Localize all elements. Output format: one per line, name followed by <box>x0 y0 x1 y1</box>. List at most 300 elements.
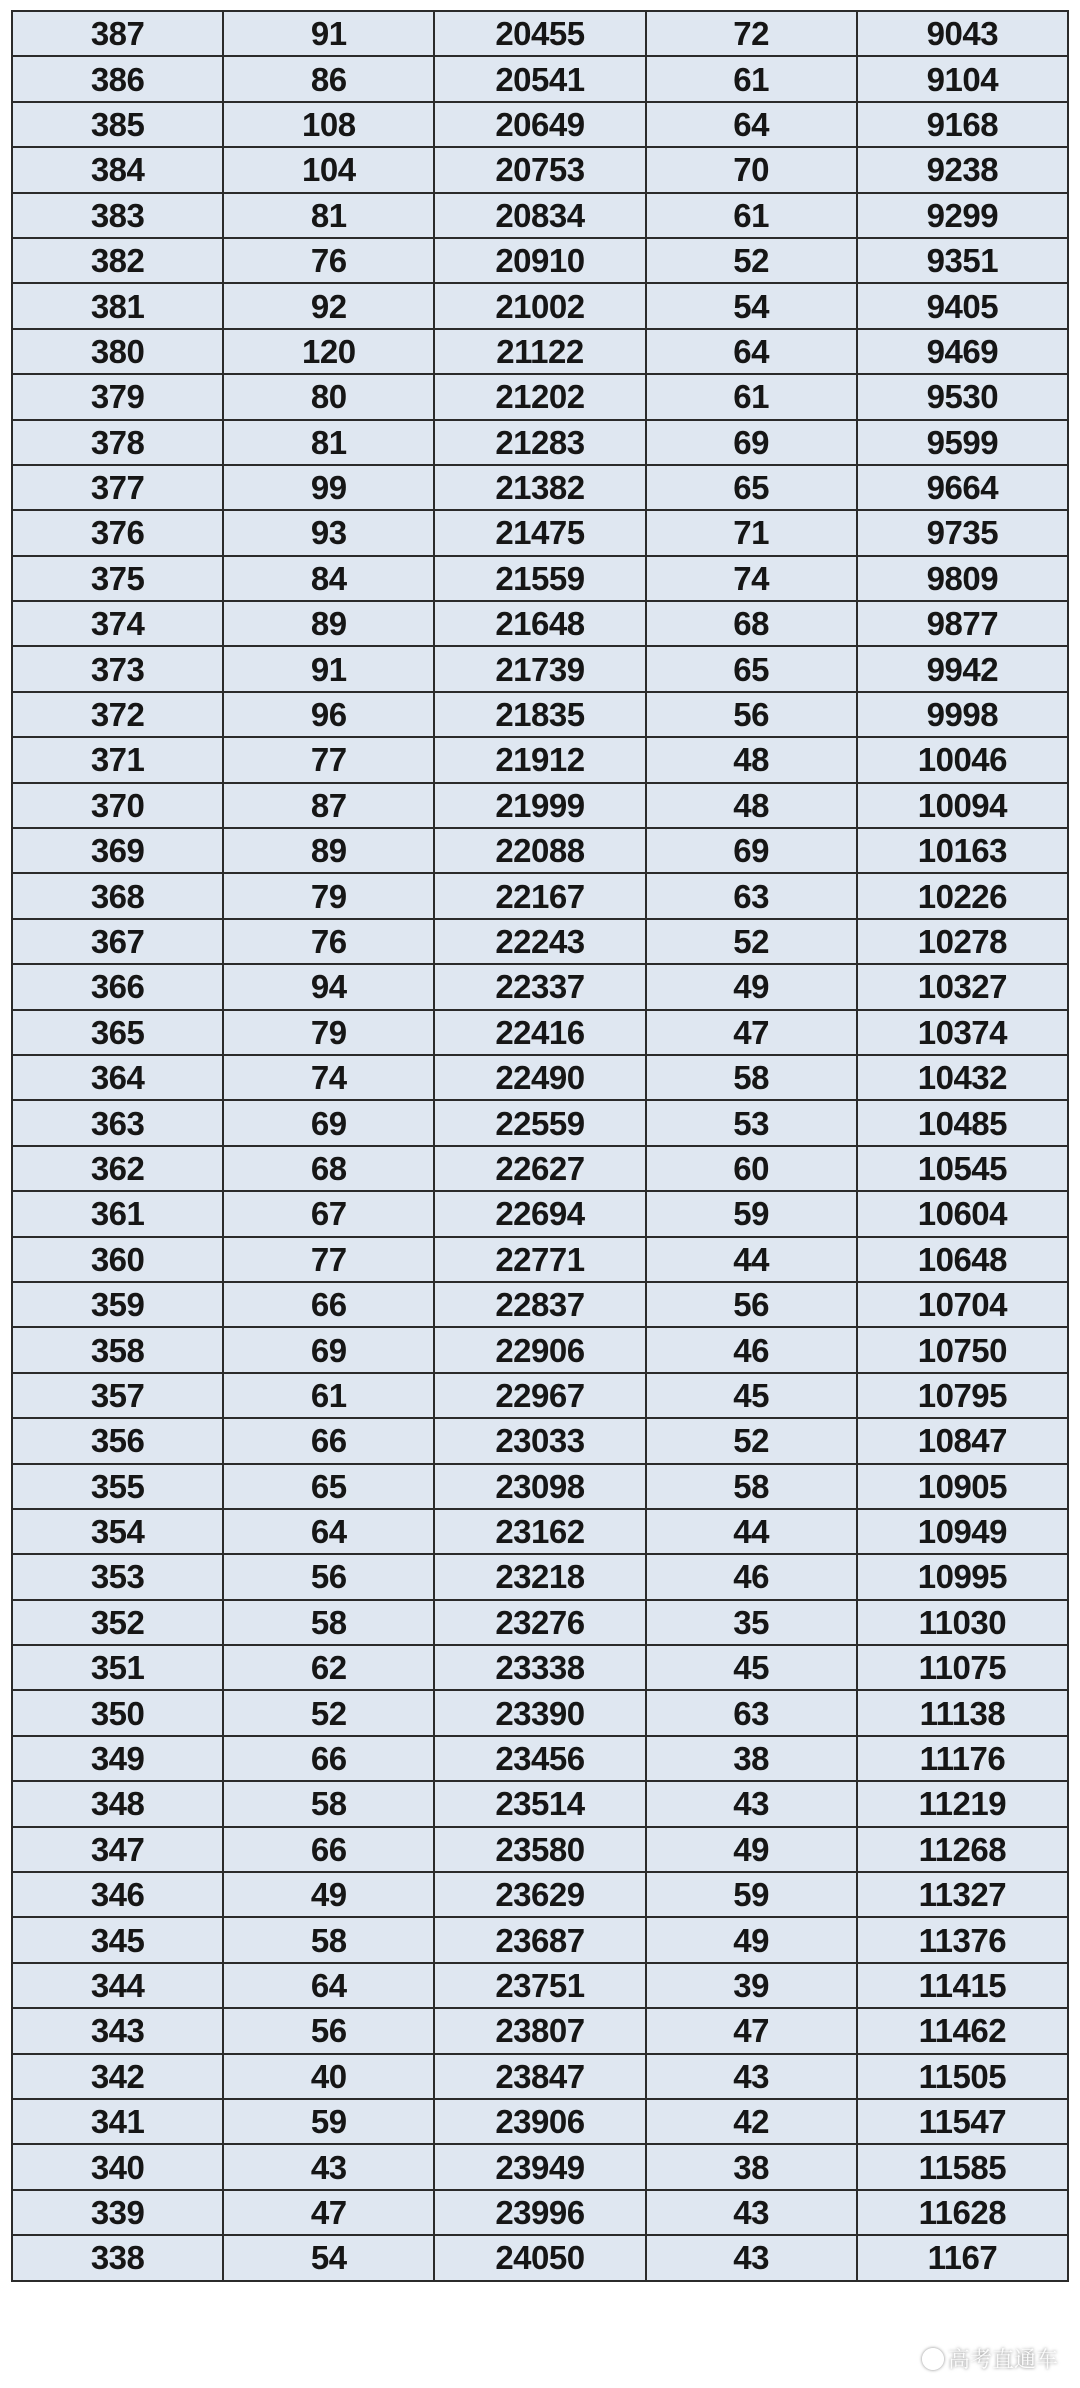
table-cell: 56 <box>646 1282 857 1327</box>
table-cell: 9405 <box>857 283 1068 328</box>
table-cell: 59 <box>223 2099 434 2144</box>
table-cell: 52 <box>646 238 857 283</box>
table-row <box>12 1464 1068 1509</box>
table-cell: 11268 <box>857 1827 1068 1872</box>
table-row <box>12 147 1068 192</box>
table-cell: 10163 <box>857 828 1068 873</box>
table-cell: 9877 <box>857 601 1068 646</box>
table-cell: 52 <box>223 1690 434 1735</box>
table-cell: 21283 <box>434 420 645 465</box>
table-cell: 365 <box>12 1010 223 1055</box>
table-cell: 40 <box>223 2054 434 2099</box>
table-cell: 10847 <box>857 1418 1068 1463</box>
table-cell: 342 <box>12 2054 223 2099</box>
table-cell: 91 <box>223 646 434 691</box>
table-cell: 58 <box>223 1781 434 1826</box>
table-cell: 23751 <box>434 1963 645 2008</box>
table-cell: 56 <box>646 692 857 737</box>
table-cell: 23514 <box>434 1781 645 1826</box>
table-cell: 371 <box>12 737 223 782</box>
table-cell: 79 <box>223 1010 434 1055</box>
table-row <box>12 601 1068 646</box>
table-row <box>12 2054 1068 2099</box>
table-cell: 11505 <box>857 2054 1068 2099</box>
table-cell: 372 <box>12 692 223 737</box>
table-cell: 338 <box>12 2235 223 2280</box>
table-cell: 99 <box>223 465 434 510</box>
table-cell: 10648 <box>857 1237 1068 1282</box>
table-cell: 356 <box>12 1418 223 1463</box>
table-cell: 23338 <box>434 1645 645 1690</box>
score-table-body <box>12 11 1068 2281</box>
table-cell: 22559 <box>434 1100 645 1145</box>
table-cell: 23996 <box>434 2190 645 2235</box>
table-cell: 9664 <box>857 465 1068 510</box>
table-cell: 43 <box>646 2054 857 2099</box>
table-cell: 74 <box>223 1055 434 1100</box>
table-cell: 23098 <box>434 1464 645 1509</box>
table-cell: 21835 <box>434 692 645 737</box>
table-cell: 374 <box>12 601 223 646</box>
table-row <box>12 465 1068 510</box>
table-cell: 23629 <box>434 1872 645 1917</box>
table-cell: 24050 <box>434 2235 645 2280</box>
table-cell: 9942 <box>857 646 1068 691</box>
table-cell: 79 <box>223 873 434 918</box>
table-cell: 380 <box>12 329 223 374</box>
table-row <box>12 692 1068 737</box>
table-cell: 58 <box>646 1464 857 1509</box>
table-row <box>12 193 1068 238</box>
table-cell: 21559 <box>434 556 645 601</box>
table-cell: 49 <box>223 1872 434 1917</box>
table-cell: 43 <box>223 2144 434 2189</box>
table-cell: 23162 <box>434 1509 645 1554</box>
table-cell: 66 <box>223 1282 434 1327</box>
table-cell: 9998 <box>857 692 1068 737</box>
table-cell: 81 <box>223 193 434 238</box>
table-cell: 10905 <box>857 1464 1068 1509</box>
table-row <box>12 2235 1068 2280</box>
table-cell: 76 <box>223 919 434 964</box>
table-cell: 10949 <box>857 1509 1068 1554</box>
table-cell: 49 <box>646 1917 857 1962</box>
table-cell: 9104 <box>857 56 1068 101</box>
table-cell: 72 <box>646 11 857 56</box>
table-cell: 9599 <box>857 420 1068 465</box>
table-cell: 10374 <box>857 1010 1068 1055</box>
table-cell: 61 <box>646 193 857 238</box>
table-cell: 23906 <box>434 2099 645 2144</box>
table-cell: 61 <box>646 374 857 419</box>
table-row <box>12 1781 1068 1826</box>
table-cell: 344 <box>12 1963 223 2008</box>
table-cell: 64 <box>646 102 857 147</box>
table-cell: 63 <box>646 873 857 918</box>
table-cell: 49 <box>646 964 857 1009</box>
table-row <box>12 646 1068 691</box>
table-cell: 22694 <box>434 1191 645 1236</box>
table-cell: 384 <box>12 147 223 192</box>
table-cell: 10995 <box>857 1554 1068 1599</box>
table-cell: 351 <box>12 1645 223 1690</box>
table-cell: 22627 <box>434 1146 645 1191</box>
table-cell: 23687 <box>434 1917 645 1962</box>
table-cell: 66 <box>223 1827 434 1872</box>
table-cell: 353 <box>12 1554 223 1599</box>
table-row <box>12 1736 1068 1781</box>
table-cell: 89 <box>223 828 434 873</box>
table-row <box>12 2099 1068 2144</box>
table-cell: 369 <box>12 828 223 873</box>
table-cell: 64 <box>646 329 857 374</box>
table-cell: 87 <box>223 783 434 828</box>
table-cell: 60 <box>646 1146 857 1191</box>
table-cell: 84 <box>223 556 434 601</box>
table-cell: 9238 <box>857 147 1068 192</box>
table-cell: 11628 <box>857 2190 1068 2235</box>
table-cell: 38 <box>646 1736 857 1781</box>
table-row <box>12 1010 1068 1055</box>
table-cell: 77 <box>223 1237 434 1282</box>
table-cell: 10226 <box>857 873 1068 918</box>
table-cell: 9168 <box>857 102 1068 147</box>
table-cell: 23033 <box>434 1418 645 1463</box>
table-row <box>12 737 1068 782</box>
table-cell: 348 <box>12 1781 223 1826</box>
table-cell: 1167 <box>857 2235 1068 2280</box>
table-cell: 349 <box>12 1736 223 1781</box>
table-cell: 69 <box>646 420 857 465</box>
table-cell: 357 <box>12 1373 223 1418</box>
table-row <box>12 1690 1068 1735</box>
table-cell: 10046 <box>857 737 1068 782</box>
watermark <box>922 2343 1058 2374</box>
table-cell: 359 <box>12 1282 223 1327</box>
table-cell: 48 <box>646 783 857 828</box>
table-cell: 10327 <box>857 964 1068 1009</box>
table-cell: 47 <box>646 2008 857 2053</box>
table-cell: 46 <box>646 1554 857 1599</box>
table-cell: 61 <box>646 56 857 101</box>
table-row <box>12 1191 1068 1236</box>
score-table-container <box>11 10 1069 2282</box>
table-cell: 52 <box>646 919 857 964</box>
table-row <box>12 102 1068 147</box>
table-cell: 362 <box>12 1146 223 1191</box>
table-cell: 20455 <box>434 11 645 56</box>
table-cell: 108 <box>223 102 434 147</box>
table-row <box>12 1963 1068 2008</box>
table-cell: 377 <box>12 465 223 510</box>
table-cell: 9735 <box>857 510 1068 555</box>
table-cell: 69 <box>223 1100 434 1145</box>
table-cell: 10278 <box>857 919 1068 964</box>
table-cell: 47 <box>223 2190 434 2235</box>
table-cell: 387 <box>12 11 223 56</box>
table-row <box>12 1600 1068 1645</box>
table-cell: 69 <box>223 1327 434 1372</box>
table-row <box>12 1917 1068 1962</box>
table-cell: 22167 <box>434 873 645 918</box>
table-cell: 22906 <box>434 1327 645 1372</box>
table-cell: 120 <box>223 329 434 374</box>
table-row <box>12 1146 1068 1191</box>
table-cell: 94 <box>223 964 434 1009</box>
table-cell: 10432 <box>857 1055 1068 1100</box>
table-cell: 368 <box>12 873 223 918</box>
table-row <box>12 1237 1068 1282</box>
table-cell: 11030 <box>857 1600 1068 1645</box>
table-cell: 10604 <box>857 1191 1068 1236</box>
table-cell: 23456 <box>434 1736 645 1781</box>
table-cell: 9469 <box>857 329 1068 374</box>
table-cell: 66 <box>223 1736 434 1781</box>
table-cell: 20910 <box>434 238 645 283</box>
table-cell: 21648 <box>434 601 645 646</box>
table-cell: 382 <box>12 238 223 283</box>
table-cell: 11327 <box>857 1872 1068 1917</box>
table-row <box>12 2190 1068 2235</box>
table-cell: 22243 <box>434 919 645 964</box>
table-cell: 45 <box>646 1645 857 1690</box>
table-row <box>12 919 1068 964</box>
table-cell: 370 <box>12 783 223 828</box>
table-row <box>12 420 1068 465</box>
table-cell: 10545 <box>857 1146 1068 1191</box>
table-cell: 345 <box>12 1917 223 1962</box>
table-cell: 21999 <box>434 783 645 828</box>
table-row <box>12 873 1068 918</box>
table-cell: 21739 <box>434 646 645 691</box>
table-cell: 375 <box>12 556 223 601</box>
table-cell: 64 <box>223 1509 434 1554</box>
table-cell: 39 <box>646 1963 857 2008</box>
table-cell: 48 <box>646 737 857 782</box>
table-cell: 11138 <box>857 1690 1068 1735</box>
table-cell: 381 <box>12 283 223 328</box>
table-cell: 341 <box>12 2099 223 2144</box>
table-cell: 343 <box>12 2008 223 2053</box>
table-cell: 361 <box>12 1191 223 1236</box>
table-cell: 358 <box>12 1327 223 1372</box>
table-cell: 44 <box>646 1237 857 1282</box>
table-row <box>12 11 1068 56</box>
table-cell: 11075 <box>857 1645 1068 1690</box>
table-cell: 10750 <box>857 1327 1068 1372</box>
table-row <box>12 1509 1068 1554</box>
table-cell: 96 <box>223 692 434 737</box>
table-cell: 68 <box>646 601 857 646</box>
table-cell: 21382 <box>434 465 645 510</box>
table-cell: 352 <box>12 1600 223 1645</box>
table-cell: 64 <box>223 1963 434 2008</box>
table-cell: 56 <box>223 1554 434 1599</box>
table-row <box>12 964 1068 1009</box>
table-cell: 9351 <box>857 238 1068 283</box>
table-cell: 59 <box>646 1191 857 1236</box>
table-cell: 386 <box>12 56 223 101</box>
table-cell: 65 <box>646 465 857 510</box>
table-cell: 9299 <box>857 193 1068 238</box>
table-cell: 89 <box>223 601 434 646</box>
table-cell: 58 <box>223 1600 434 1645</box>
table-row <box>12 1100 1068 1145</box>
table-cell: 11462 <box>857 2008 1068 2053</box>
table-cell: 11585 <box>857 2144 1068 2189</box>
table-cell: 59 <box>646 1872 857 1917</box>
table-cell: 65 <box>223 1464 434 1509</box>
table-cell: 43 <box>646 2190 857 2235</box>
table-cell: 23390 <box>434 1690 645 1735</box>
table-cell: 11176 <box>857 1736 1068 1781</box>
table-row <box>12 1827 1068 1872</box>
table-cell: 360 <box>12 1237 223 1282</box>
table-cell: 91 <box>223 11 434 56</box>
table-cell: 20649 <box>434 102 645 147</box>
table-cell: 86 <box>223 56 434 101</box>
table-cell: 385 <box>12 102 223 147</box>
table-row <box>12 2008 1068 2053</box>
table-cell: 66 <box>223 1418 434 1463</box>
table-cell: 22416 <box>434 1010 645 1055</box>
table-row <box>12 1554 1068 1599</box>
table-cell: 21002 <box>434 283 645 328</box>
table-cell: 49 <box>646 1827 857 1872</box>
table-cell: 45 <box>646 1373 857 1418</box>
table-cell: 71 <box>646 510 857 555</box>
table-cell: 11219 <box>857 1781 1068 1826</box>
table-cell: 347 <box>12 1827 223 1872</box>
table-cell: 378 <box>12 420 223 465</box>
table-cell: 65 <box>646 646 857 691</box>
table-cell: 11415 <box>857 1963 1068 2008</box>
table-cell: 9809 <box>857 556 1068 601</box>
table-cell: 364 <box>12 1055 223 1100</box>
table-cell: 339 <box>12 2190 223 2235</box>
table-cell: 53 <box>646 1100 857 1145</box>
table-cell: 80 <box>223 374 434 419</box>
table-cell: 23580 <box>434 1827 645 1872</box>
table-cell: 20541 <box>434 56 645 101</box>
table-cell: 354 <box>12 1509 223 1554</box>
table-cell: 104 <box>223 147 434 192</box>
table-cell: 38 <box>646 2144 857 2189</box>
table-cell: 21912 <box>434 737 645 782</box>
table-cell: 58 <box>646 1055 857 1100</box>
table-cell: 21202 <box>434 374 645 419</box>
circle-logo-icon <box>922 2348 944 2370</box>
table-cell: 22771 <box>434 1237 645 1282</box>
table-cell: 11547 <box>857 2099 1068 2144</box>
table-row <box>12 1373 1068 1418</box>
table-cell: 52 <box>646 1418 857 1463</box>
table-cell: 22837 <box>434 1282 645 1327</box>
table-cell: 363 <box>12 1100 223 1145</box>
table-cell: 22967 <box>434 1373 645 1418</box>
table-cell: 58 <box>223 1917 434 1962</box>
table-cell: 21122 <box>434 329 645 374</box>
table-cell: 81 <box>223 420 434 465</box>
table-cell: 68 <box>223 1146 434 1191</box>
table-cell: 61 <box>223 1373 434 1418</box>
table-cell: 70 <box>646 147 857 192</box>
table-cell: 43 <box>646 2235 857 2280</box>
table-cell: 20753 <box>434 147 645 192</box>
table-row <box>12 1327 1068 1372</box>
table-cell: 54 <box>646 283 857 328</box>
table-cell: 54 <box>223 2235 434 2280</box>
table-row <box>12 1872 1068 1917</box>
table-row <box>12 783 1068 828</box>
table-cell: 23847 <box>434 2054 645 2099</box>
table-cell: 69 <box>646 828 857 873</box>
table-cell: 43 <box>646 1781 857 1826</box>
table-cell: 23218 <box>434 1554 645 1599</box>
table-cell: 379 <box>12 374 223 419</box>
table-row <box>12 238 1068 283</box>
table-cell: 10795 <box>857 1373 1068 1418</box>
table-cell: 366 <box>12 964 223 1009</box>
table-cell: 340 <box>12 2144 223 2189</box>
table-row <box>12 828 1068 873</box>
table-cell: 46 <box>646 1327 857 1372</box>
table-row <box>12 329 1068 374</box>
table-cell: 11376 <box>857 1917 1068 1962</box>
table-cell: 42 <box>646 2099 857 2144</box>
table-row <box>12 283 1068 328</box>
table-row <box>12 1055 1068 1100</box>
watermark-text: 高考直通车 <box>947 2348 1058 2373</box>
table-cell: 383 <box>12 193 223 238</box>
table-cell: 10704 <box>857 1282 1068 1327</box>
table-cell: 74 <box>646 556 857 601</box>
table-cell: 35 <box>646 1600 857 1645</box>
table-cell: 92 <box>223 283 434 328</box>
table-cell: 9530 <box>857 374 1068 419</box>
table-cell: 44 <box>646 1509 857 1554</box>
table-cell: 77 <box>223 737 434 782</box>
table-row <box>12 1418 1068 1463</box>
table-cell: 76 <box>223 238 434 283</box>
table-cell: 93 <box>223 510 434 555</box>
table-cell: 23807 <box>434 2008 645 2053</box>
table-cell: 10094 <box>857 783 1068 828</box>
table-cell: 10485 <box>857 1100 1068 1145</box>
table-cell: 63 <box>646 1690 857 1735</box>
table-row <box>12 1645 1068 1690</box>
table-cell: 47 <box>646 1010 857 1055</box>
table-cell: 367 <box>12 919 223 964</box>
table-cell: 22337 <box>434 964 645 1009</box>
table-cell: 20834 <box>434 193 645 238</box>
table-cell: 62 <box>223 1645 434 1690</box>
table-cell: 9043 <box>857 11 1068 56</box>
table-row <box>12 510 1068 555</box>
table-cell: 21475 <box>434 510 645 555</box>
table-cell: 22490 <box>434 1055 645 1100</box>
table-cell: 23276 <box>434 1600 645 1645</box>
table-row <box>12 1282 1068 1327</box>
table-row <box>12 374 1068 419</box>
table-row <box>12 556 1068 601</box>
table-cell: 346 <box>12 1872 223 1917</box>
table-cell: 67 <box>223 1191 434 1236</box>
table-cell: 355 <box>12 1464 223 1509</box>
table-cell: 23949 <box>434 2144 645 2189</box>
table-row <box>12 2144 1068 2189</box>
score-table <box>11 10 1069 2282</box>
